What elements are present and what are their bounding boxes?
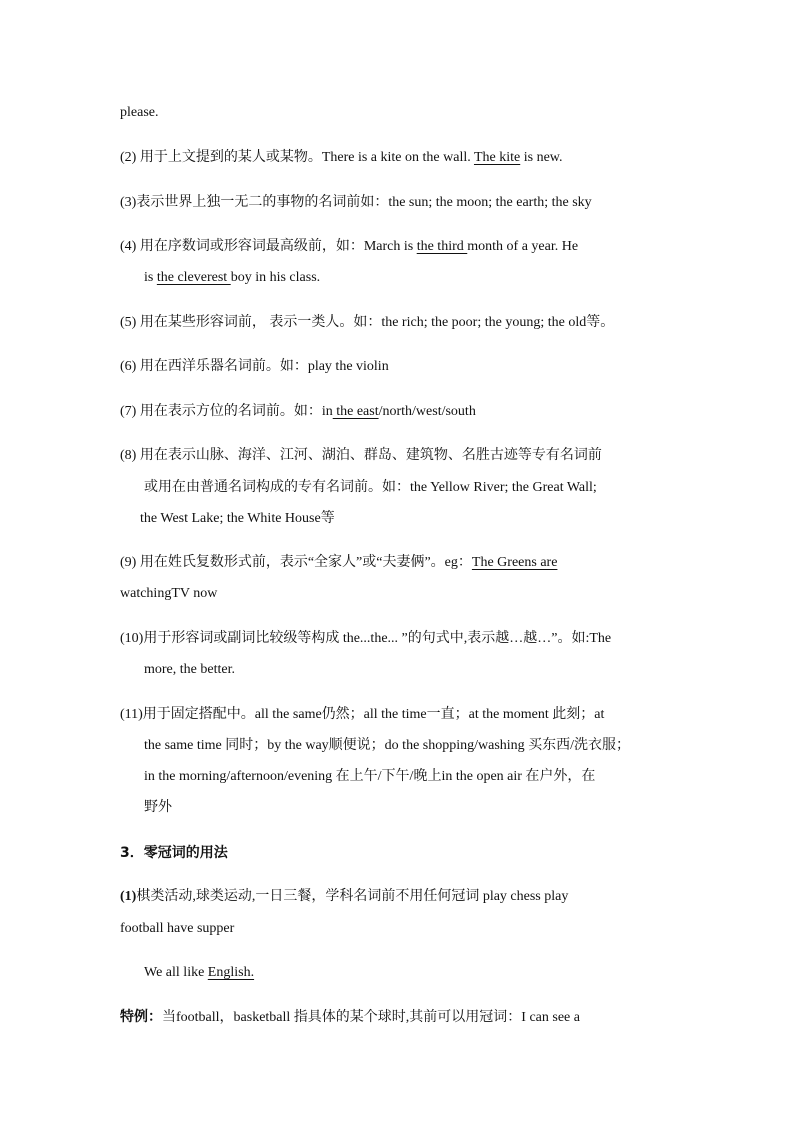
section-heading: 3．零冠词的用法: [120, 845, 228, 861]
text-line: (8) 用在表示山脉、海洋、江河、湖泊、群岛、建筑物、名胜古迹等专有名词前: [120, 448, 602, 463]
text-segment: (2) 用于上文提到的某人或某物。There is a kite on the wall.: [120, 150, 474, 165]
text-line: [120, 149, 682, 167]
text-line: 野外: [144, 800, 172, 815]
text-line: (3)表示世界上独一无二的事物的名词前如：the sun; the moon; the earth; the sky: [120, 195, 592, 210]
text-line: football have supper: [120, 921, 235, 936]
text-segment: 当football，basketball 指具体的某个球时,其前可以用冠词：I can see a: [162, 1010, 580, 1025]
text-segment: /north/west/south: [378, 404, 476, 419]
text-segment: is: [144, 270, 157, 285]
text-line: please.: [120, 105, 159, 120]
text-line: (5) 用在某些形容词前， 表示一类人。如：the rich; the poor; the young; the old等。: [120, 315, 615, 330]
underlined-answer: the third: [416, 239, 468, 254]
text-line: [144, 964, 682, 982]
text-line: (10)用于形容词或副词比较级等构成 the...the... ”的句式中,表示越…越…”。如:The: [120, 631, 612, 646]
text-line: the same time 同时；by the way顺便说；do the shopping/washing 买东西/洗衣服；: [144, 738, 631, 753]
text-segment: 棋类活动,球类运动,一日三餐，学科名词前不用任何冠词 play chess play: [136, 889, 569, 904]
text-line: 或用在由普通名词构成的专有名词前。如：the Yellow River; the Great Wall;: [144, 480, 597, 495]
underlined-answer: English.: [207, 965, 255, 980]
text-segment: (9) 用在姓氏复数形式前，表示“全家人”或“夫妻俩”。eg：: [120, 555, 472, 570]
text-segment: (4) 用在序数词或形容词最高级前，如：March is: [120, 239, 417, 254]
text-line: watchingTV now: [120, 586, 218, 601]
text-segment-bold: 特例：: [120, 1010, 162, 1025]
text-segment: We all like: [144, 965, 208, 980]
text-line: [120, 1009, 682, 1027]
text-line: [120, 554, 682, 572]
underlined-answer: the east: [332, 404, 379, 419]
text-segment: (7) 用在表示方位的名词前。如：in: [120, 404, 333, 419]
text-line: [120, 888, 682, 906]
text-line: [120, 403, 682, 421]
text-line: [120, 238, 682, 256]
underlined-answer: The kite: [473, 150, 521, 165]
text-line: more, the better.: [144, 662, 235, 677]
underlined-answer: The Greens are: [471, 555, 558, 570]
text-segment: boy in his class.: [230, 270, 321, 285]
text-line: (11)用于固定搭配中。all the same仍然；all the time一直；at the moment 此刻；at: [120, 707, 605, 722]
text-line: in the morning/afternoon/evening 在上午/下午/晚上in the open air 在户外，在: [144, 769, 596, 784]
text-segment: month of a year. He: [467, 239, 579, 254]
underlined-answer: the cleverest: [156, 270, 231, 285]
text-line: (6) 用在西洋乐器名词前。如：play the violin: [120, 359, 389, 374]
text-line: [144, 269, 682, 287]
text-segment-bold: (1): [120, 889, 137, 904]
text-segment: is new.: [520, 150, 563, 165]
text-line: the West Lake; the White House等: [140, 511, 335, 526]
